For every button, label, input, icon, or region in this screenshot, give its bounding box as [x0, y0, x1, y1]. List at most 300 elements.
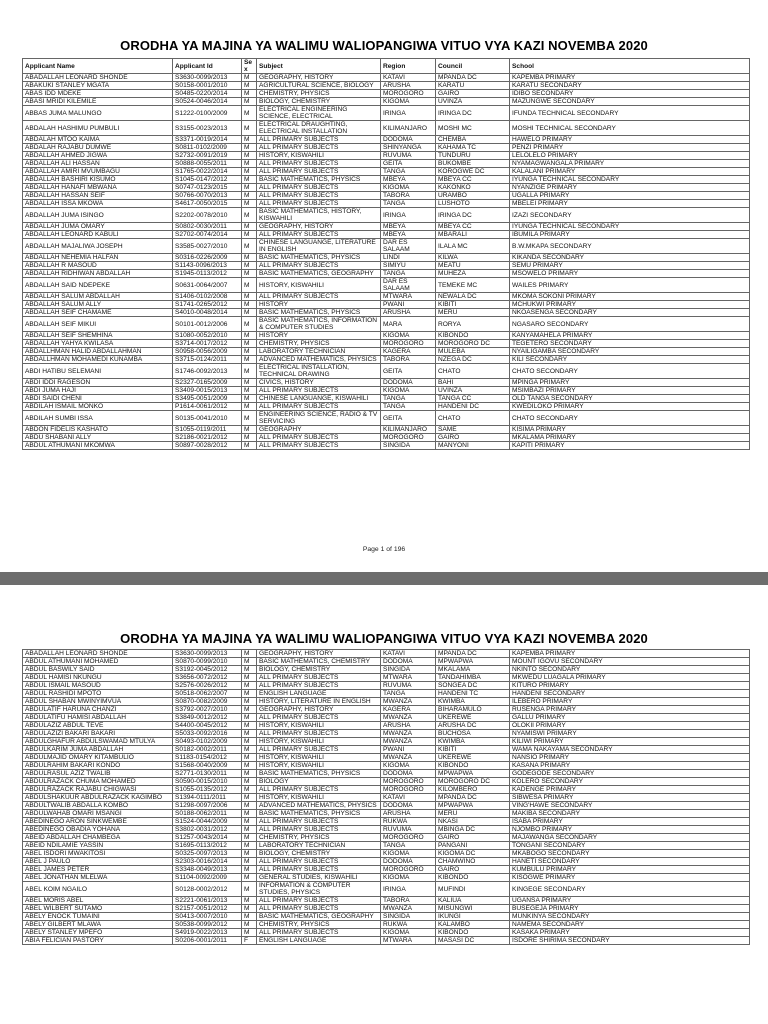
cell-region: MTWARA	[381, 293, 436, 301]
cell-school: MSIMBAZI PRIMARY	[510, 387, 750, 395]
cell-sex: M	[242, 395, 257, 403]
cell-applicant-id: S1045-0147/2012	[173, 176, 242, 184]
cell-council: MPANDA DC	[436, 650, 510, 658]
cell-region: DODOMA	[381, 802, 436, 810]
cell-applicant-name: ABDI JUMA HAJI	[23, 387, 173, 395]
cell-subject: HISTORY, KISWAHILI	[257, 754, 381, 762]
cell-council: UKEREWE	[436, 754, 510, 762]
cell-sex: M	[242, 82, 257, 90]
cell-school: NJOMBO PRIMARY	[510, 826, 750, 834]
cell-region: IRINGA	[381, 106, 436, 121]
cell-applicant-id: S3495-0051/2009	[173, 395, 242, 403]
cell-region: TANGA	[381, 842, 436, 850]
cell-applicant-name: ABDI HATIBU SELEMANI	[23, 364, 173, 379]
cell-applicant-name: ABEL JAMES PETER	[23, 866, 173, 874]
cell-region: TANGA	[381, 690, 436, 698]
cell-applicant-id: S2221-0061/2013	[173, 897, 242, 905]
cell-region: MWANZA	[381, 730, 436, 738]
cell-council: TANGA CC	[436, 395, 510, 403]
cell-applicant-id: S2303-0016/2014	[173, 858, 242, 866]
cell-applicant-name: ABELY ENOCK TUMAINI	[23, 913, 173, 921]
cell-applicant-name: ABDULRAHIM BAKARI KONDO	[23, 762, 173, 770]
cell-subject: ALL PRIMARY SUBJECTS	[257, 144, 381, 152]
table-row	[23, 168, 750, 176]
cell-school: OLOKII PRIMARY	[510, 722, 750, 730]
cell-subject: GEOGRAPHY	[257, 426, 381, 434]
cell-subject: ALL PRIMARY SUBJECTS	[257, 866, 381, 874]
cell-applicant-name: ABEL WILBERT SUTAMO	[23, 905, 173, 913]
document-page-2	[0, 585, 768, 1024]
cell-subject: BASIC MATHEMATICS, PHYSICS	[257, 176, 381, 184]
cell-school: GALLU PRIMARY	[510, 714, 750, 722]
table-row	[23, 666, 750, 674]
table-row	[23, 818, 750, 826]
cell-subject: CIVICS, HISTORY	[257, 379, 381, 387]
cell-council: BUCHOSA	[436, 730, 510, 738]
cell-subject: AGRICULTURAL SCIENCE, BIOLOGY	[257, 82, 381, 90]
cell-applicant-id: S0206-0001/2011	[173, 937, 242, 945]
cell-council: MERU	[436, 309, 510, 317]
table-row	[23, 650, 750, 658]
cell-applicant-id: S1568-0040/2009	[173, 762, 242, 770]
table-row	[23, 714, 750, 722]
cell-sex: M	[242, 74, 257, 82]
table-row	[23, 722, 750, 730]
cell-applicant-id: S0485-0220/2014	[173, 90, 242, 98]
cell-sex: M	[242, 762, 257, 770]
cell-subject: HISTORY, LITERATURE IN ENGLISH	[257, 698, 381, 706]
cell-council: KAKONKO	[436, 184, 510, 192]
cell-school: IZAZI SECONDARY	[510, 208, 750, 223]
cell-council: KIBITI	[436, 301, 510, 309]
cell-subject: HISTORY, KISWAHILI	[257, 738, 381, 746]
cell-council: MPANDA DC	[436, 794, 510, 802]
cell-council: IRINGA DC	[436, 106, 510, 121]
cell-applicant-id: S0135-0041/2010	[173, 411, 242, 426]
cell-sex: M	[242, 121, 257, 136]
cell-school: LELOLELO PRIMARY	[510, 152, 750, 160]
cell-council: KARATU	[436, 82, 510, 90]
cell-applicant-id: S1143-0096/2013	[173, 262, 242, 270]
cell-applicant-id: S4400-0045/2012	[173, 722, 242, 730]
cell-school: WAMA NAKAYAMA SECONDARY	[510, 746, 750, 754]
cell-region: MBEYA	[381, 176, 436, 184]
cell-school: OLD TANGA SECONDARY	[510, 395, 750, 403]
cell-council: TANDAHIMBA	[436, 674, 510, 682]
cell-subject: BIOLOGY, CHEMISTRY	[257, 98, 381, 106]
cell-applicant-id: S0590-0015/2010	[173, 778, 242, 786]
cell-sex: M	[242, 239, 257, 254]
cell-applicant-name: ABDILAH ISMAIL MONKO	[23, 403, 173, 411]
cell-region: KIGOMA	[381, 98, 436, 106]
cell-region: TANGA	[381, 270, 436, 278]
cell-school: HANETI SECONDARY	[510, 858, 750, 866]
table-row	[23, 778, 750, 786]
cell-subject: ELECTRICAL ENGINEERING SCIENCE, ELECTRICAL	[257, 106, 381, 121]
cell-subject: INFORMATION & COMPUTER STUDIES, PHYSICS	[257, 882, 381, 897]
cell-school: BUSEGEJA PRIMARY	[510, 905, 750, 913]
cell-region: TANGA	[381, 395, 436, 403]
cell-school: VING'HAWE SECONDARY	[510, 802, 750, 810]
cell-subject: GEOGRAPHY, HISTORY	[257, 223, 381, 231]
cell-sex: M	[242, 738, 257, 746]
table-row	[23, 90, 750, 98]
cell-council: CHATO	[436, 411, 510, 426]
cell-council: UVINZA	[436, 387, 510, 395]
cell-sex: M	[242, 144, 257, 152]
cell-region: KATAVI	[381, 650, 436, 658]
cell-applicant-id: S0101-0012/2006	[173, 317, 242, 332]
cell-school: KAPEMBA PRIMARY	[510, 650, 750, 658]
cell-sex: M	[242, 387, 257, 395]
cell-subject: BASIC MATHEMATICS, PHYSICS	[257, 810, 381, 818]
cell-region: DODOMA	[381, 379, 436, 387]
cell-council: MANYONI	[436, 442, 510, 450]
table-row	[23, 730, 750, 738]
table-row	[23, 356, 750, 364]
cell-applicant-name: ABDULRAZACK CHUMA MOHAMED	[23, 778, 173, 786]
cell-sex: M	[242, 882, 257, 897]
table-row	[23, 690, 750, 698]
cell-region: MOROGORO	[381, 340, 436, 348]
cell-subject: GEOGRAPHY, HISTORY	[257, 650, 381, 658]
cell-sex: M	[242, 293, 257, 301]
cell-applicant-name: ABDALLAH HANAFI MBWANA	[23, 184, 173, 192]
cell-applicant-id: S0897-0028/2012	[173, 442, 242, 450]
cell-council: TUNDURU	[436, 152, 510, 160]
cell-applicant-name: ABAKUKI STANLEY MGATA	[23, 82, 173, 90]
cell-sex: M	[242, 698, 257, 706]
cell-subject: BASIC MATHEMATICS, INFORMATION & COMPUTER STUDIES	[257, 317, 381, 332]
cell-applicant-name: ABEL ISDORI MWAKITOSI	[23, 850, 173, 858]
cell-applicant-name: ABAS IDD MDEKE	[23, 90, 173, 98]
table-row	[23, 340, 750, 348]
cell-sex: M	[242, 309, 257, 317]
cell-subject: ENGINEERING SCIENCE, RADIO & TV SERVICING	[257, 411, 381, 426]
cell-council: MBARALI	[436, 231, 510, 239]
cell-sex: M	[242, 730, 257, 738]
cell-council: KAHAMA TC	[436, 144, 510, 152]
cell-applicant-id: S2202-0078/2010	[173, 208, 242, 223]
table-row	[23, 794, 750, 802]
cell-subject: LABORATORY TECHNICIAN	[257, 842, 381, 850]
table-row	[23, 786, 750, 794]
cell-sex: M	[242, 722, 257, 730]
cell-council: KILOMBERO	[436, 786, 510, 794]
cell-subject: HISTORY, KISWAHILI	[257, 794, 381, 802]
cell-applicant-id: S1183-0154/2012	[173, 754, 242, 762]
cell-subject: ALL PRIMARY SUBJECTS	[257, 434, 381, 442]
cell-applicant-id: S1222-0100/2009	[173, 106, 242, 121]
cell-applicant-id: S2771-0130/2011	[173, 770, 242, 778]
cell-council: TEMEKE MC	[436, 278, 510, 293]
cell-sex: M	[242, 152, 257, 160]
table-row	[23, 317, 750, 332]
cell-applicant-name: ABEL MORIS ABEL	[23, 897, 173, 905]
cell-applicant-id: P1614-0061/2012	[173, 403, 242, 411]
cell-school: GODEGODE SECONDARY	[510, 770, 750, 778]
cell-region: MOROGORO	[381, 834, 436, 842]
cell-subject: ALL PRIMARY SUBJECTS	[257, 160, 381, 168]
cell-region: ARUSHA	[381, 810, 436, 818]
cell-region: GEITA	[381, 160, 436, 168]
cell-applicant-name: ABDI SAIDI CHENI	[23, 395, 173, 403]
cell-school: ISDORE SHIRIMA SECONDARY	[510, 937, 750, 945]
cell-sex: M	[242, 850, 257, 858]
cell-applicant-id: S0870-0099/2010	[173, 658, 242, 666]
cell-region: TANGA	[381, 200, 436, 208]
cell-school: MKALAMA PRIMARY	[510, 434, 750, 442]
cell-council: PANGANI	[436, 842, 510, 850]
cell-subject: ALL PRIMARY SUBJECTS	[257, 136, 381, 144]
cell-council: KWIMBA	[436, 738, 510, 746]
cell-council: MOROGORO DC	[436, 340, 510, 348]
cell-school: IBUMILA PRIMARY	[510, 231, 750, 239]
cell-applicant-name: ABELY STANLEY MPEFO	[23, 929, 173, 937]
cell-subject: HISTORY, KISWAHILI	[257, 722, 381, 730]
table-row	[23, 842, 750, 850]
cell-school: KADENGE PRIMARY	[510, 786, 750, 794]
cell-council: MERU	[436, 810, 510, 818]
cell-school: KIKANDA SECONDARY	[510, 254, 750, 262]
cell-subject: CHEMISTRY, PHYSICS	[257, 834, 381, 842]
table-row	[23, 411, 750, 426]
cell-sex: M	[242, 929, 257, 937]
cell-applicant-name: ABDALLHMAN HALID ABDALLAHMAN	[23, 348, 173, 356]
cell-subject: ALL PRIMARY SUBJECTS	[257, 293, 381, 301]
cell-subject: HISTORY, KISWAHILI	[257, 152, 381, 160]
cell-sex: M	[242, 223, 257, 231]
table-row	[23, 262, 750, 270]
cell-sex: M	[242, 834, 257, 842]
cell-region: TABORA	[381, 897, 436, 905]
cell-subject: ENGLISH LANGUAGE	[257, 690, 381, 698]
cell-subject: ALL PRIMARY SUBJECTS	[257, 929, 381, 937]
header-applicant-id: Applicant Id	[173, 59, 242, 74]
cell-applicant-name: ABDULMAJID OMARY KITAMBULIO	[23, 754, 173, 762]
cell-region: PWANI	[381, 746, 436, 754]
cell-region: KILIMANJARO	[381, 426, 436, 434]
cell-school: MKWEDU LUAGALA PRIMARY	[510, 674, 750, 682]
table-row	[23, 152, 750, 160]
table-row	[23, 754, 750, 762]
cell-applicant-id: S0316-0226/2009	[173, 254, 242, 262]
cell-school: KASANA PRIMARY	[510, 762, 750, 770]
cell-council: MASASI DC	[436, 937, 510, 945]
cell-sex: M	[242, 348, 257, 356]
cell-school: IDIBO SECONDARY	[510, 90, 750, 98]
table-row	[23, 929, 750, 937]
cell-subject: ALL PRIMARY SUBJECTS	[257, 262, 381, 270]
cell-applicant-name: ABDULRAZACK RAJABU CHIGWASI	[23, 786, 173, 794]
cell-school: IYUNGA TECHNICAL SECONDARY	[510, 176, 750, 184]
cell-sex: M	[242, 706, 257, 714]
table-row	[23, 762, 750, 770]
table-row	[23, 208, 750, 223]
table-row	[23, 682, 750, 690]
cell-region: KILIMANJARO	[381, 121, 436, 136]
cell-region: KATAVI	[381, 74, 436, 82]
cell-applicant-id: S2702-0074/2014	[173, 231, 242, 239]
cell-council: IKUNGI	[436, 913, 510, 921]
cell-school: IFUNDA TECHNICAL SECONDARY	[510, 106, 750, 121]
table-row	[23, 658, 750, 666]
cell-sex: M	[242, 905, 257, 913]
table-row	[23, 403, 750, 411]
cell-applicant-name: ABDALLAH R MASOUD	[23, 262, 173, 270]
cell-school: KASAKA PRIMARY	[510, 929, 750, 937]
table-row	[23, 913, 750, 921]
cell-sex: M	[242, 364, 257, 379]
table-row	[23, 706, 750, 714]
cell-school: NKOASENGA SECONDARY	[510, 309, 750, 317]
cell-applicant-name: ABDI IDDI RAGESON	[23, 379, 173, 387]
table-row	[23, 850, 750, 858]
cell-school: MSOWELO PRIMARY	[510, 270, 750, 278]
cell-region: MOROGORO	[381, 434, 436, 442]
cell-applicant-id: S4617-0050/2015	[173, 200, 242, 208]
cell-subject: ELECTRICAL DRAUGHTING, ELECTRICAL INSTALLATION	[257, 121, 381, 136]
cell-applicant-id: S1394-0111/2011	[173, 794, 242, 802]
cell-region: MWANZA	[381, 905, 436, 913]
table-row	[23, 426, 750, 434]
cell-applicant-id: S1257-0043/2014	[173, 834, 242, 842]
cell-council: KWIMBA	[436, 698, 510, 706]
cell-council: KALAMBO	[436, 921, 510, 929]
cell-sex: M	[242, 90, 257, 98]
cell-school: ILEBERO PRIMARY	[510, 698, 750, 706]
cell-sex: M	[242, 106, 257, 121]
cell-applicant-id: S3630-0099/2013	[173, 650, 242, 658]
cell-school: MCHUKWI PRIMARY	[510, 301, 750, 309]
cell-applicant-id: S3371-0019/2014	[173, 136, 242, 144]
cell-applicant-name: ABDALAH MTOO KAIMA	[23, 136, 173, 144]
table-row	[23, 746, 750, 754]
cell-school: MAJAWANGA SECONDARY	[510, 834, 750, 842]
cell-sex: M	[242, 192, 257, 200]
cell-applicant-name: ABDALLHMAN MOHAMEDI KUNAMBA	[23, 356, 173, 364]
cell-school: NYANZIGE PRIMARY	[510, 184, 750, 192]
cell-sex: M	[242, 650, 257, 658]
cell-applicant-name: ABDALLAH ISSA MKOWA	[23, 200, 173, 208]
table-row	[23, 897, 750, 905]
cell-sex: M	[242, 426, 257, 434]
cell-subject: ELECTRICAL INSTALLATION, TECHNICAL DRAWING	[257, 364, 381, 379]
cell-applicant-id: S0158-0001/2010	[173, 82, 242, 90]
cell-region: SHINYANGA	[381, 144, 436, 152]
cell-council: CHAMWINO	[436, 858, 510, 866]
cell-school: MAZUNGWE SECONDARY	[510, 98, 750, 106]
cell-school: KALALANI PRIMARY	[510, 168, 750, 176]
cell-region: MOROGORO	[381, 778, 436, 786]
cell-subject: HISTORY, KISWAHILI	[257, 278, 381, 293]
cell-school: TEGETERO SECONDARY	[510, 340, 750, 348]
cell-school: NYAILIGAMBA SECONDARY	[510, 348, 750, 356]
cell-council: MEATU	[436, 262, 510, 270]
cell-applicant-name: ABDILAH SUMBI ISSA	[23, 411, 173, 426]
cell-school: KWEDILOKO PRIMARY	[510, 403, 750, 411]
cell-council: MPWAPWA	[436, 770, 510, 778]
cell-region: DODOMA	[381, 858, 436, 866]
cell-sex: M	[242, 866, 257, 874]
cell-school: MKOMA SOKONI PRIMARY	[510, 293, 750, 301]
cell-region: RUVUMA	[381, 682, 436, 690]
cell-sex: M	[242, 810, 257, 818]
cell-applicant-id: S2732-0091/2019	[173, 152, 242, 160]
cell-applicant-name: ABDUL HAMISI NKUNGU	[23, 674, 173, 682]
cell-region: RUKWA	[381, 818, 436, 826]
cell-subject: ALL PRIMARY SUBJECTS	[257, 168, 381, 176]
cell-region: RUKWA	[381, 921, 436, 929]
cell-council: RORYA	[436, 317, 510, 332]
cell-school: KARATU SECONDARY	[510, 82, 750, 90]
table-row	[23, 442, 750, 450]
table-row	[23, 348, 750, 356]
cell-applicant-id: S0870-0082/2009	[173, 698, 242, 706]
cell-council: UVINZA	[436, 98, 510, 106]
page-title: ORODHA YA MAJINA YA WALIMU WALIOPANGIWA VITUO VYA KAZI NOVEMBA 2020	[120, 631, 648, 646]
table-row	[23, 254, 750, 262]
table-row	[23, 270, 750, 278]
cell-subject: ALL PRIMARY SUBJECTS	[257, 403, 381, 411]
page-title: ORODHA YA MAJINA YA WALIMU WALIOPANGIWA VITUO VYA KAZI NOVEMBA 2020	[120, 38, 648, 53]
cell-school: KITURO PRIMARY	[510, 682, 750, 690]
cell-applicant-name: ABDULAZIZ ABDUL TEVE	[23, 722, 173, 730]
cell-region: KIGOMA	[381, 387, 436, 395]
cell-region: ARUSHA	[381, 722, 436, 730]
cell-applicant-name: ABDALLAH SEIF CHAMAME	[23, 309, 173, 317]
cell-council: MBEYA CC	[436, 223, 510, 231]
cell-applicant-name: ABDALLAH SEIF SHEMHINA	[23, 332, 173, 340]
cell-applicant-id: S4010-0048/2014	[173, 309, 242, 317]
header-council: Council	[436, 59, 510, 74]
cell-subject: ALL PRIMARY SUBJECTS	[257, 897, 381, 905]
table-row	[23, 882, 750, 897]
table-row	[23, 74, 750, 82]
table-row	[23, 770, 750, 778]
cell-school: KANYAMAHELA PRIMARY	[510, 332, 750, 340]
cell-subject: GEOGRAPHY, HISTORY	[257, 706, 381, 714]
cell-sex: M	[242, 136, 257, 144]
cell-school: SEMU PRIMARY	[510, 262, 750, 270]
table-row	[23, 239, 750, 254]
cell-region: KIGOMA	[381, 332, 436, 340]
cell-applicant-name: ABDUL ISMAIL MASOUD	[23, 682, 173, 690]
cell-subject: BASIC MATHEMATICS, GEOGRAPHY	[257, 270, 381, 278]
cell-council: BIHARAMULO	[436, 706, 510, 714]
cell-applicant-name: ABEL KOIM NGAILO	[23, 882, 173, 897]
table-row	[23, 834, 750, 842]
cell-region: MOROGORO	[381, 786, 436, 794]
cell-sex: M	[242, 168, 257, 176]
cell-sex: M	[242, 714, 257, 722]
cell-applicant-name: ABEDINEGO ARON SINKWEMBE	[23, 818, 173, 826]
cell-council: GAIRO	[436, 834, 510, 842]
cell-school: NGASARO SECONDARY	[510, 317, 750, 332]
table-row	[23, 82, 750, 90]
table-row	[23, 301, 750, 309]
cell-applicant-id: S1055-0135/2012	[173, 786, 242, 794]
table-row	[23, 674, 750, 682]
cell-applicant-id: S5033-0092/2016	[173, 730, 242, 738]
cell-council: NZEGA DC	[436, 356, 510, 364]
cell-applicant-id: S1746-0092/2013	[173, 364, 242, 379]
cell-applicant-id: S1080-0052/2010	[173, 332, 242, 340]
cell-applicant-name: ABASI MRIDI KILEMILE	[23, 98, 173, 106]
cell-applicant-id: S1695-0113/2012	[173, 842, 242, 850]
table-row	[23, 364, 750, 379]
cell-applicant-name: ABDALLAH AMIRI MVUMBAGU	[23, 168, 173, 176]
